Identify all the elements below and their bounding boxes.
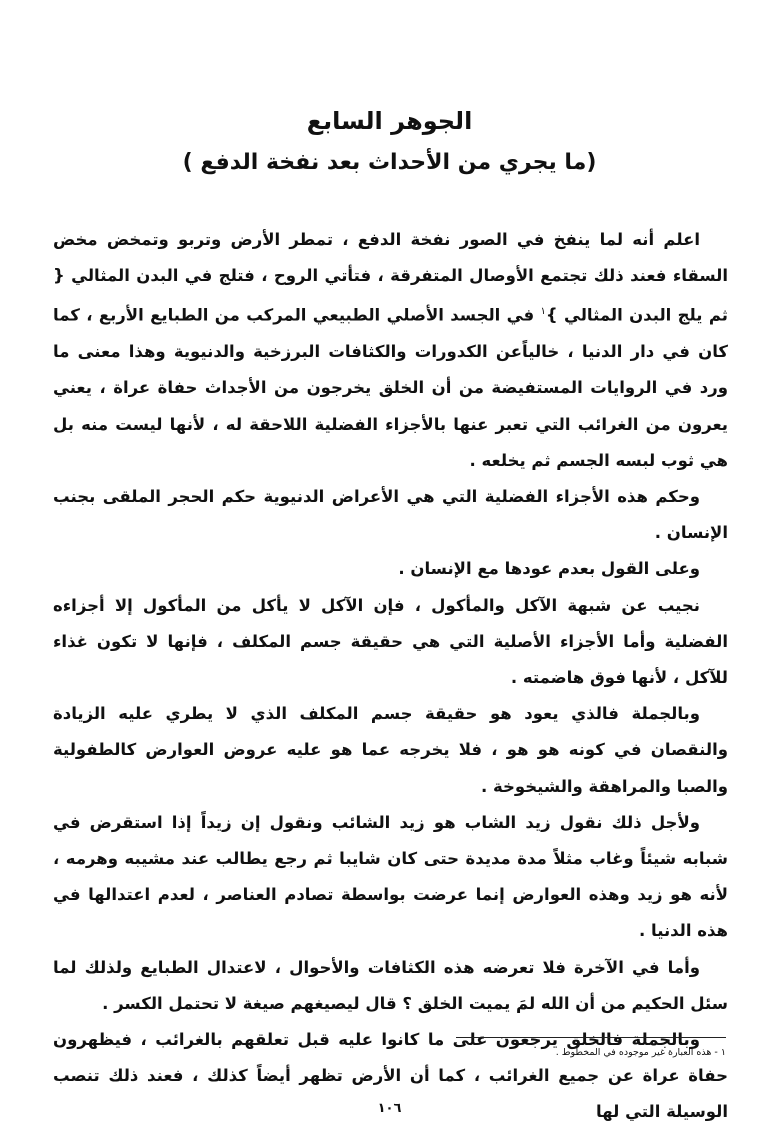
footnote-reference: ١	[540, 306, 546, 318]
chapter-subtitle: (ما يجري من الأحداث بعد نفخة الدفع )	[182, 150, 597, 175]
paragraph-6: ولأجل ذلك نقول زيد الشاب هو زيد الشائب ونقول إن زيداً إذا استقرض في شبابه شيئاً وغاب مثلاً مدة مديدة حتى كان شايبا ثم رجع يطالب عند مشيبه وهرمه ، لأنه هو زيد وهذه العوارض إنما عرضت بواسطة تصادم العناصر ، لعدم اعتدالها في هذه الدنيا .	[53, 812, 728, 941]
paragraph-5: وبالجملة فالذي يعود هو حقيقة جسم المكلف الذي لا يطري عليه الزيادة والنقصان في كونه هو هو ، فلا يخرجه عما هو عليه عروض العوارض كالطفولية والصبا والمراهقة والشيخوخة .	[53, 704, 728, 796]
footnote: ١ - هذه العبارة غير موجوده في المخطوط .	[555, 1047, 726, 1058]
body-text	[53, 222, 728, 1131]
page-number: ١٠٦	[377, 1101, 402, 1116]
paragraph-1	[53, 222, 728, 479]
paragraph-8: وبالجملة فالخلق يرجعون على ما كانوا عليه قبل تعلقهم بالغرائب ، فيظهرون حفاة عراة عن جميع الغرائب ، كما أن الأرض تظهر أيضاً كذلك ، فعند ذلك تنصب الوسيلة التي لها	[53, 1029, 728, 1122]
paragraph-7: وأما في الآخرة فلا تعرضه هذه الكثافات والأحوال ، لاعتدال الطبايع ولذلك لما سئل الحكيم من أن الله لمَ يميت الخلق ؟ قال ليصيغهم صيغة لا تحتمل الكسر .	[53, 957, 728, 1013]
chapter-title: الجوهر السابع	[306, 107, 473, 135]
paragraph-4: نجيب عن شبهة الآكل والمأكول ، فإن الآكل لا يأكل من المأكول إلا أجزاءه الفضلية وأما الأجزاء الأصلية التي هي حقيقة جسم المكلف ، فإنها لا تكون غذاء للآكل ، لأنها فوق هاضمته .	[53, 595, 728, 687]
paragraph-3: وعلى القول بعدم عودها مع الإنسان .	[398, 559, 700, 579]
paragraph-1-part-2: في الجسد الأصلي الطبيعي المركب من الطبايع الأربع ، كما كان في دار الدنيا ، خالياًعن الكدورات والكثافات البرزخية والدنيوية وهذا معنى ما ورد في الروايات المستفيضة من أن الخلق يخرجون من الأجداث حفاة عراة ، يعني يعرون من الغرائب التي تعبر عنها بالأجزاء الفضلية اللاحقة له ، لأنها ليست منه بل هي ثوب لبسه الجسم ثم يخلعه .	[53, 305, 728, 470]
footnote-divider	[456, 1037, 726, 1038]
paragraph-2: وحكم هذه الأجزاء الفضلية التي هي الأعراض الدنيوية حكم الحجر الملقى بجنب الإنسان .	[53, 486, 728, 543]
paragraph-1-part-1: اعلم أنه لما ينفخ في الصور نفخة الدفع ، تمطر الأرض وتربو وتمخض مخض السقاء فعند ذلك تجتمع الأوصال المتفرقة ، فتأتي الروح ، فتلج في البدن المثالي { ثم يلج البدن المثالي }	[53, 230, 728, 325]
